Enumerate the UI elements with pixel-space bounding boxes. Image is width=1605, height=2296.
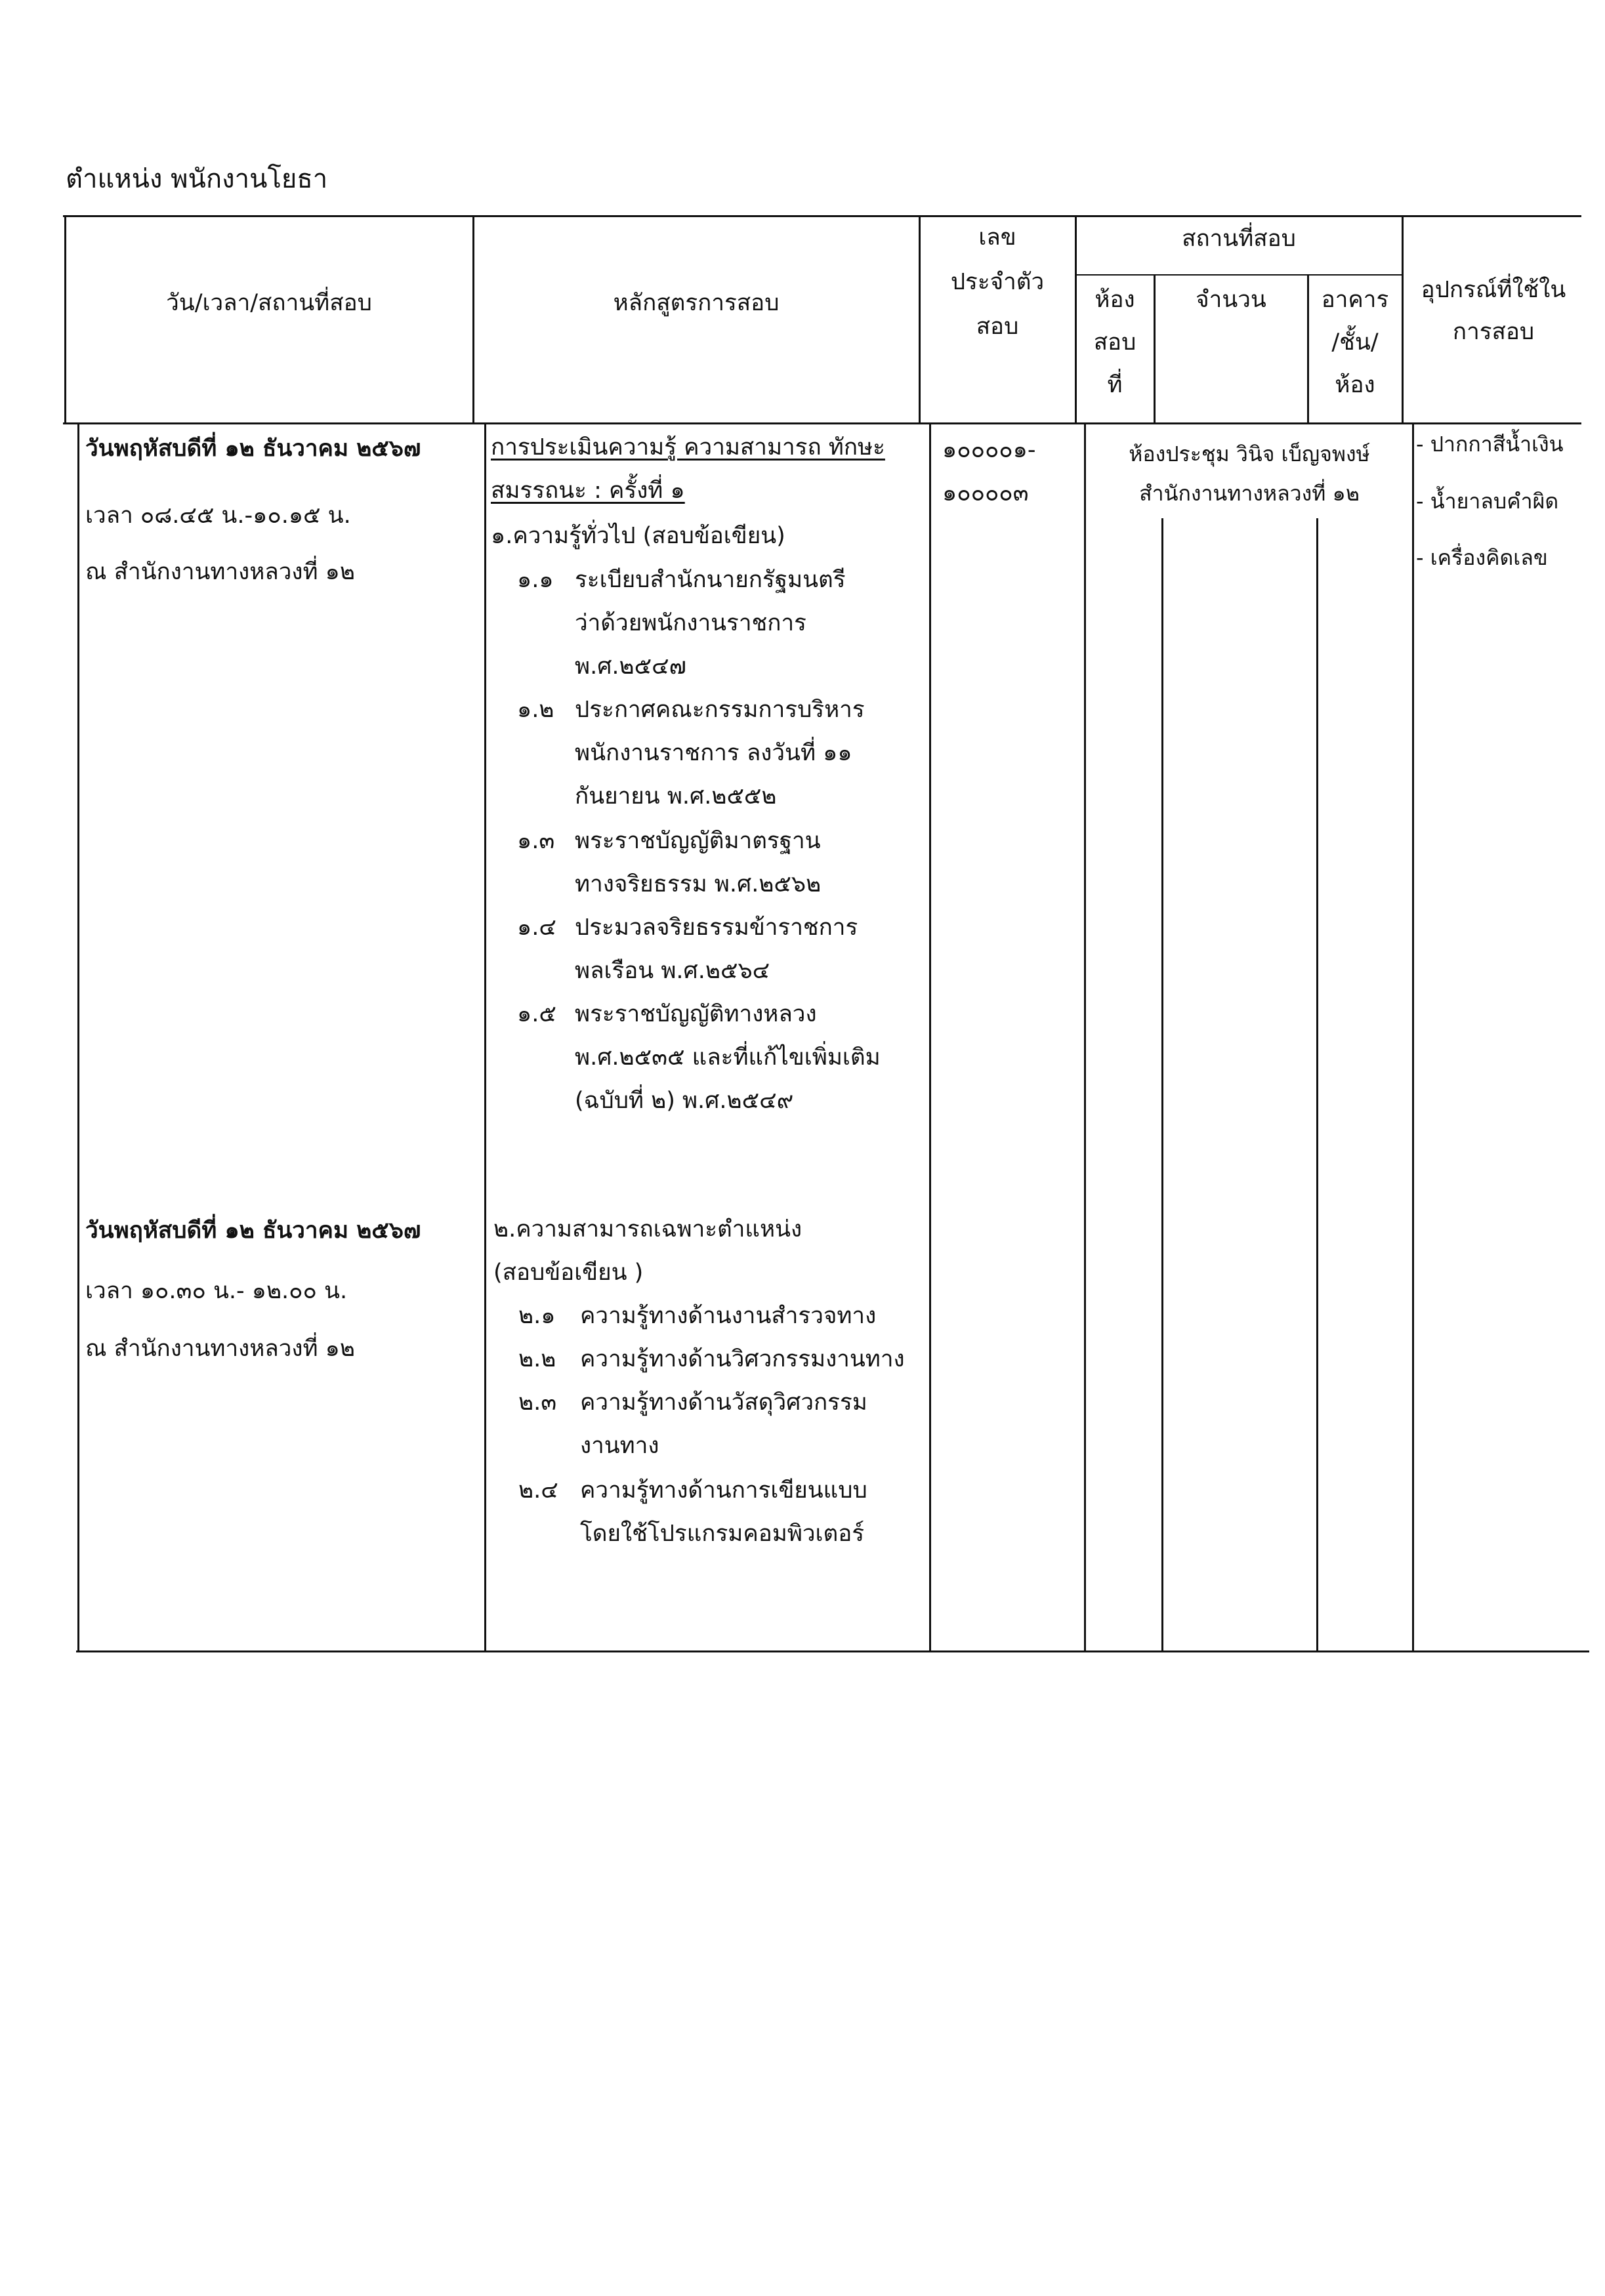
item-1-2-line1: ประกาศคณะกรรมการบริหาร xyxy=(575,697,865,723)
item-1-1-line3: พ.ศ.๒๕๔๗ xyxy=(575,653,686,680)
session2-section-line2: (สอบข้อเขียน ) xyxy=(493,1260,644,1286)
header-room-line3: ที่ xyxy=(1107,372,1123,398)
item-1-2-line3: กันยายน พ.ศ.๒๕๕๒ xyxy=(575,783,777,810)
item-1-5-number: ๑.๕ xyxy=(517,1001,556,1027)
session1-time: เวลา ๐๘.๔๕ น.-๑๐.๑๕ น. xyxy=(85,502,351,529)
item-2-4-number: ๒.๔ xyxy=(518,1477,558,1504)
col-left-border-body xyxy=(77,422,79,1652)
item-1-2-number: ๑.๒ xyxy=(517,697,554,723)
item-1-1-line2: ว่าด้วยพนักงานราชการ xyxy=(575,610,806,636)
header-id-line1: เลข xyxy=(978,224,1016,251)
item-1-4-line1: ประมวลจริยธรรมข้าราชการ xyxy=(575,914,858,941)
header-date-time-place: วัน/เวลา/สถานที่สอบ xyxy=(166,290,372,316)
session1-venue-line1: ห้องประชุม วินิจ เบ็ญจพงษ์ xyxy=(1129,441,1370,466)
item-1-5-line2: พ.ศ.๒๕๓๕ และที่แก้ไขเพิ่มเติม xyxy=(575,1044,881,1071)
item-1-3-number: ๑.๓ xyxy=(517,828,555,854)
header-venue: สถานที่สอบ xyxy=(1182,226,1296,252)
table-top-border xyxy=(63,215,1581,217)
session1-date: วันพฤหัสบดีที่ ๑๒ ธันวาคม ๒๕๖๗ xyxy=(85,436,421,462)
col1-divider-head xyxy=(472,215,474,422)
item-2-1-number: ๒.๑ xyxy=(518,1303,556,1329)
session1-place: ณ สำนักงานทางหลวงที่ ๑๒ xyxy=(85,559,355,585)
table-bottom-border xyxy=(76,1650,1589,1652)
session2-section-line1: ๒.ความสามารถเฉพาะตำแหน่ง xyxy=(493,1216,802,1242)
item-1-5-line3: (ฉบับที่ ๒) พ.ศ.๒๕๔๙ xyxy=(575,1088,794,1114)
item-1-1-number: ๑.๑ xyxy=(517,567,554,593)
col5-divider-body xyxy=(1316,518,1318,1652)
equipment-blue-pen: - ปากกาสีน้ำเงิน xyxy=(1416,432,1564,457)
item-2-2-line1: ความรู้ทางด้านวิศวกรรมงานทาง xyxy=(580,1346,905,1372)
header-building-line3: ห้อง xyxy=(1335,372,1375,398)
item-1-2-line2: พนักงานราชการ ลงวันที่ ๑๑ xyxy=(575,740,852,766)
position-title: ตำแหน่ง พนักงานโยธา xyxy=(66,164,328,194)
item-1-4-line2: พลเรือน พ.ศ.๒๕๖๔ xyxy=(575,958,770,984)
item-2-3-line1: ความรู้ทางด้านวัสดุวิศวกรรม xyxy=(580,1389,867,1416)
session1-assessment-line1: การประเมินความรู้ ความสามารถ ทักษะ xyxy=(491,434,885,461)
col-left-border-head xyxy=(64,215,66,422)
header-id-line3: สอบ xyxy=(976,314,1019,340)
header-equipment-line1: อุปกรณ์ที่ใช้ใน xyxy=(1421,277,1566,303)
item-2-3-number: ๒.๓ xyxy=(518,1389,557,1416)
col1-divider-body xyxy=(484,422,486,1652)
session2-date: วันพฤหัสบดีที่ ๑๒ ธันวาคม ๒๕๖๗ xyxy=(85,1218,421,1244)
session2-time: เวลา ๑๐.๓๐ น.- ๑๒.๐๐ น. xyxy=(85,1278,348,1304)
header-curriculum: หลักสูตรการสอบ xyxy=(613,290,780,316)
col3-divider-body xyxy=(1084,422,1086,1652)
header-equipment-line2: การสอบ xyxy=(1452,319,1535,345)
header-bottom-border xyxy=(63,422,1581,424)
header-room-line1: ห้อง xyxy=(1094,287,1135,313)
session2-place: ณ สำนักงานทางหลวงที่ ๑๒ xyxy=(85,1336,355,1362)
session1-venue-line2: สำนักงานทางหลวงที่ ๑๒ xyxy=(1139,481,1360,506)
venue-subheader-border xyxy=(1076,274,1402,276)
item-1-3-line1: พระราชบัญญัติมาตรฐาน xyxy=(575,828,821,854)
session1-assessment-line2: สมรรถนะ : ครั้งที่ ๑ xyxy=(491,478,685,504)
item-1-5-line1: พระราชบัญญัติทางหลวง xyxy=(575,1001,817,1027)
col4-divider-body xyxy=(1161,518,1163,1652)
item-2-2-number: ๒.๒ xyxy=(518,1346,556,1372)
item-2-1-line1: ความรู้ทางด้านงานสำรวจทาง xyxy=(580,1303,877,1329)
item-1-3-line2: ทางจริยธรรม พ.ศ.๒๕๖๒ xyxy=(575,871,822,897)
header-id-line2: ประจำตัว xyxy=(950,269,1045,295)
header-building-line1: อาคาร xyxy=(1321,287,1389,313)
header-building-line2: /ชั้น/ xyxy=(1331,329,1379,356)
item-1-1-line1: ระเบียบสำนักนายกรัฐมนตรี xyxy=(575,567,846,593)
header-room-line2: สอบ xyxy=(1093,329,1136,356)
session1-section: ๑.ความรู้ทั่วไป (สอบข้อเขียน) xyxy=(491,523,785,549)
session1-id-range-end: ๑๐๐๐๐๓ xyxy=(942,480,1029,506)
item-2-4-line1: ความรู้ทางด้านการเขียนแบบ xyxy=(580,1477,867,1504)
header-count: จำนวน xyxy=(1196,287,1266,313)
item-2-3-line2: งานทาง xyxy=(580,1433,659,1459)
equipment-calculator: - เครื่องคิดเลข xyxy=(1416,545,1548,570)
col6-divider-body xyxy=(1412,422,1414,1652)
item-1-4-number: ๑.๔ xyxy=(517,914,556,941)
col2-divider-body xyxy=(929,422,931,1652)
item-2-4-line2: โดยใช้โปรแกรมคอมพิวเตอร์ xyxy=(580,1521,865,1547)
session1-id-range-start: ๑๐๐๐๐๑- xyxy=(942,437,1036,463)
equipment-correction-fluid: - น้ำยาลบคำผิด xyxy=(1416,489,1559,514)
